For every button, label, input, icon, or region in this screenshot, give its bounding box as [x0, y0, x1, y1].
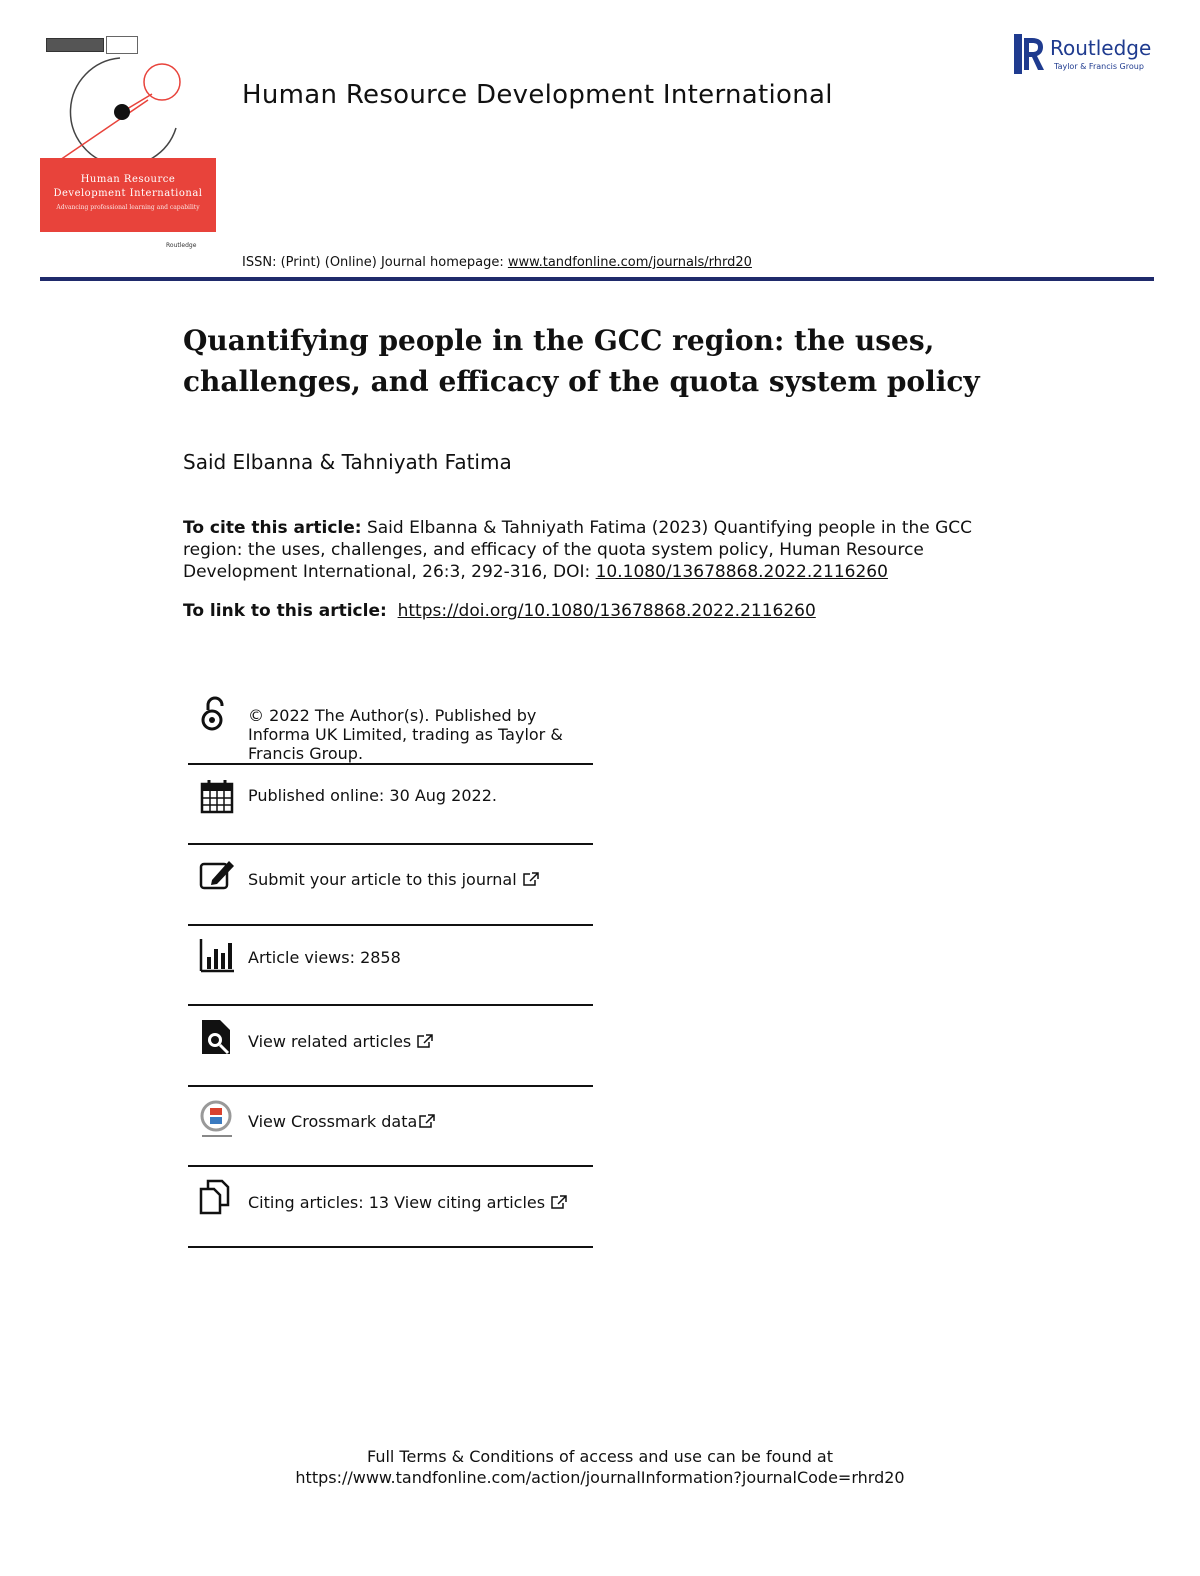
issn-line [242, 255, 752, 270]
journal-name: Human Resource Development International [242, 80, 833, 110]
publisher-tagline: Taylor & Francis Group [1054, 62, 1144, 71]
crossmark-label: View Crossmark data [248, 1112, 418, 1131]
crossmark-icon [198, 1100, 236, 1138]
license-text: © 2022 The Author(s). Published by Informa UK Limited, trading as Taylor & Francis Group. [248, 706, 563, 763]
footer-terms [0, 1446, 1200, 1488]
cite-doi-link[interactable]: 10.1080/13678868.2022.2116260 [595, 562, 888, 582]
footer-terms-link[interactable]: https://www.tandfonline.com/action/journalInformation?journalCode=rhrd20 [295, 1468, 905, 1487]
info-divider [188, 924, 593, 926]
info-divider [188, 1085, 593, 1087]
journal-homepage-link[interactable]: www.tandfonline.com/journals/rhrd20 [507, 255, 752, 270]
external-link-icon [417, 1034, 433, 1048]
calendar-icon [198, 778, 236, 816]
citation-block [183, 517, 983, 583]
info-divider [188, 763, 593, 765]
external-link-icon [419, 1114, 435, 1128]
cover-subtitle: Advancing professional learning and capability [56, 204, 200, 211]
crossmark-link[interactable] [248, 1112, 598, 1131]
cover-title-line1: Human Resource [80, 174, 176, 185]
cite-text: Said Elbanna & Tahniyath Fatima (2023) Quantifying people in the GCC region: the uses, challenges, and efficacy of the quota system policy, Human Resource Development International, 26:3, 292-316, DOI: [183, 518, 973, 582]
cover-publisher-mark: Routledge [166, 242, 197, 249]
cover-volume-info [42, 234, 102, 244]
submit-article-label: Submit your article to this journal [248, 870, 517, 889]
cover-graphic [40, 36, 216, 160]
citing-articles-label: Citing articles: 13 View citing articles [248, 1193, 546, 1212]
cover-title-panel [40, 158, 216, 232]
cover-title-line2: Development International [53, 188, 203, 199]
routledge-logo[interactable] [1014, 32, 1159, 76]
link-label: To link to this article: [183, 601, 387, 621]
info-divider [188, 1165, 593, 1167]
footer-line1: Full Terms & Conditions of access and use can be found at [366, 1447, 834, 1466]
journal-cover-image [40, 36, 216, 248]
publisher-name: Routledge [1050, 36, 1152, 60]
header-divider [40, 277, 1154, 281]
citing-articles-link[interactable] [248, 1193, 598, 1212]
article-authors: Said Elbanna & Tahniyath Fatima [183, 450, 512, 474]
article-views-text: Article views: 2858 [248, 948, 401, 967]
external-link-icon [551, 1195, 567, 1209]
info-divider [188, 1246, 593, 1248]
related-articles-label: View related articles [248, 1032, 412, 1051]
article-link-block [183, 600, 983, 622]
open-access-icon [198, 694, 236, 732]
article-title: Quantifying people in the GCC region: the uses, challenges, and efficacy of the quota system policy [183, 324, 980, 398]
info-divider [188, 1004, 593, 1006]
published-date-text: Published online: 30 Aug 2022. [248, 786, 497, 805]
citing-articles-icon [198, 1179, 236, 1217]
info-divider [188, 843, 593, 845]
edit-icon [198, 856, 236, 894]
related-articles-link[interactable] [248, 1032, 598, 1051]
issn-text: ISSN: (Print) (Online) Journal homepage: [242, 255, 508, 270]
submit-article-link[interactable] [248, 870, 598, 889]
article-doi-link[interactable]: https://doi.org/10.1080/13678868.2022.2116260 [397, 601, 816, 621]
routledge-mark-icon [1014, 34, 1044, 74]
bar-chart-icon [198, 937, 236, 975]
search-document-icon [198, 1018, 236, 1056]
cite-label: To cite this article: [183, 518, 362, 538]
external-link-icon [523, 872, 539, 886]
